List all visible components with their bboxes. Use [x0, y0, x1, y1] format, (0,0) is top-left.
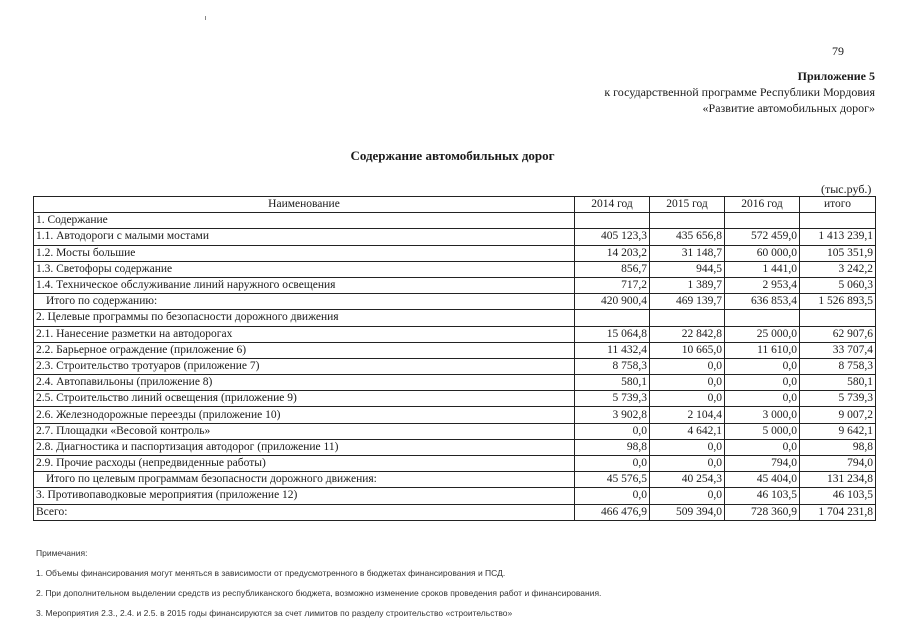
cell-2014 [575, 310, 650, 326]
row-name: 2. Целевые программы по безопасности дорожного движения [34, 310, 575, 326]
row-name: Итого по целевым программам безопасности дорожного движения: [34, 472, 575, 488]
cell-total: 46 103,5 [800, 488, 876, 504]
cell-2015: 40 254,3 [650, 472, 725, 488]
cell-total [800, 310, 876, 326]
cell-2016: 46 103,5 [725, 488, 800, 504]
table-row [34, 277, 876, 293]
table-row [34, 245, 876, 261]
cell-2016: 0,0 [725, 391, 800, 407]
table-header-row [34, 197, 876, 213]
table-body [34, 213, 876, 521]
cell-2014: 45 576,5 [575, 472, 650, 488]
header-name: Наименование [34, 197, 575, 213]
cell-2015: 0,0 [650, 456, 725, 472]
row-name: 1.3. Светофоры содержание [34, 261, 575, 277]
cell-2014: 466 476,9 [575, 504, 650, 520]
cell-2015: 944,5 [650, 261, 725, 277]
cell-2016 [725, 310, 800, 326]
row-name: 3. Противопаводковые мероприятия (приложение 12) [34, 488, 575, 504]
appendix-title: Приложение 5 [797, 69, 875, 83]
note-2: 2. При дополнительном выделении средств из республиканского бюджета, возможно изменение сроков проведения работ и финансирования. [36, 588, 602, 598]
cell-2014: 420 900,4 [575, 294, 650, 310]
row-name: 2.5. Строительство линий освещения (приложение 9) [34, 391, 575, 407]
cell-2015: 2 104,4 [650, 407, 725, 423]
header-2015: 2015 год [650, 197, 725, 213]
table-row [34, 456, 876, 472]
row-name: 1. Содержание [34, 213, 575, 229]
cell-2015: 0,0 [650, 375, 725, 391]
cell-total [800, 213, 876, 229]
cell-2014: 580,1 [575, 375, 650, 391]
row-name: 2.9. Прочие расходы (непредвиденные работы) [34, 456, 575, 472]
budget-table [33, 196, 876, 521]
cell-2016: 5 000,0 [725, 423, 800, 439]
scan-mark [205, 16, 206, 20]
cell-2015 [650, 213, 725, 229]
cell-total: 1 413 239,1 [800, 229, 876, 245]
cell-2016: 728 360,9 [725, 504, 800, 520]
cell-2016: 2 953,4 [725, 277, 800, 293]
cell-2014: 98,8 [575, 439, 650, 455]
cell-2015: 22 842,8 [650, 326, 725, 342]
cell-2015: 435 656,8 [650, 229, 725, 245]
cell-total: 33 707,4 [800, 342, 876, 358]
cell-total: 3 242,2 [800, 261, 876, 277]
row-name: 1.1. Автодороги с малыми мостами [34, 229, 575, 245]
note-1: 1. Объемы финансирования могут меняться в зависимости от предусмотренного в бюджетах финансирования и ПСД. [36, 568, 506, 578]
cell-2016: 60 000,0 [725, 245, 800, 261]
table-row [34, 407, 876, 423]
cell-total: 1 526 893,5 [800, 294, 876, 310]
table-row [34, 261, 876, 277]
cell-total: 9 007,2 [800, 407, 876, 423]
row-name: 1.4. Техническое обслуживание линий наружного освещения [34, 277, 575, 293]
table-row [34, 229, 876, 245]
cell-total: 580,1 [800, 375, 876, 391]
cell-2016: 1 441,0 [725, 261, 800, 277]
appendix-line-1: к государственной программе Республики Мордовия [604, 85, 875, 99]
cell-2016: 45 404,0 [725, 472, 800, 488]
cell-2015: 0,0 [650, 391, 725, 407]
page-number: 79 [832, 44, 844, 58]
appendix-header [604, 68, 875, 116]
row-name: 2.6. Железнодорожные переезды (приложение 10) [34, 407, 575, 423]
cell-2015: 469 139,7 [650, 294, 725, 310]
units-note: (тыс.руб.) [821, 182, 872, 196]
row-name: 1.2. Мосты большие [34, 245, 575, 261]
table-row [34, 375, 876, 391]
cell-2014: 5 739,3 [575, 391, 650, 407]
header-total: итого [800, 197, 876, 213]
table-row [34, 423, 876, 439]
cell-total: 131 234,8 [800, 472, 876, 488]
cell-2016: 636 853,4 [725, 294, 800, 310]
table-row [34, 472, 876, 488]
cell-2015: 4 642,1 [650, 423, 725, 439]
table-row [34, 342, 876, 358]
appendix-line-2: «Развитие автомобильных дорог» [702, 101, 875, 115]
cell-2016 [725, 213, 800, 229]
table-row [34, 391, 876, 407]
table-row [34, 310, 876, 326]
cell-2014: 11 432,4 [575, 342, 650, 358]
row-name: 2.7. Площадки «Весовой контроль» [34, 423, 575, 439]
cell-2014: 856,7 [575, 261, 650, 277]
document-title: Содержание автомобильных дорог [350, 148, 555, 163]
table-row [34, 504, 876, 520]
cell-2014: 717,2 [575, 277, 650, 293]
row-name: 2.2. Барьерное ограждение (приложение 6) [34, 342, 575, 358]
notes [36, 546, 601, 626]
cell-2014: 14 203,2 [575, 245, 650, 261]
table-row [34, 294, 876, 310]
cell-2015: 509 394,0 [650, 504, 725, 520]
cell-2014: 0,0 [575, 456, 650, 472]
cell-2016: 794,0 [725, 456, 800, 472]
cell-2014: 0,0 [575, 488, 650, 504]
row-name: 2.8. Диагностика и паспортизация автодорог (приложение 11) [34, 439, 575, 455]
cell-2014: 405 123,3 [575, 229, 650, 245]
cell-2014 [575, 213, 650, 229]
cell-2015: 1 389,7 [650, 277, 725, 293]
cell-2016: 25 000,0 [725, 326, 800, 342]
row-name: 2.1. Нанесение разметки на автодорогах [34, 326, 575, 342]
cell-total: 5 739,3 [800, 391, 876, 407]
cell-2014: 8 758,3 [575, 358, 650, 374]
cell-total: 5 060,3 [800, 277, 876, 293]
row-name: 2.3. Строительство тротуаров (приложение 7) [34, 358, 575, 374]
header-2016: 2016 год [725, 197, 800, 213]
row-name: 2.4. Автопавильоны (приложение 8) [34, 375, 575, 391]
cell-2015: 0,0 [650, 358, 725, 374]
cell-2016: 11 610,0 [725, 342, 800, 358]
cell-2016: 0,0 [725, 439, 800, 455]
cell-2016: 0,0 [725, 375, 800, 391]
cell-total: 62 907,6 [800, 326, 876, 342]
cell-2015: 31 148,7 [650, 245, 725, 261]
cell-2015: 0,0 [650, 488, 725, 504]
cell-2014: 15 064,8 [575, 326, 650, 342]
cell-total: 1 704 231,8 [800, 504, 876, 520]
cell-total: 98,8 [800, 439, 876, 455]
notes-heading: Примечания: [36, 548, 88, 558]
cell-total: 8 758,3 [800, 358, 876, 374]
table-row [34, 326, 876, 342]
row-name: Всего: [34, 504, 575, 520]
cell-2014: 3 902,8 [575, 407, 650, 423]
row-name: Итого по содержанию: [34, 294, 575, 310]
cell-2015: 10 665,0 [650, 342, 725, 358]
cell-2015 [650, 310, 725, 326]
note-3: 3. Мероприятия 2.3., 2.4. и 2.5. в 2015 годы финансируются за счет лимитов по разделу строительство «строительство» [36, 608, 513, 618]
table-row [34, 488, 876, 504]
cell-total: 9 642,1 [800, 423, 876, 439]
header-2014: 2014 год [575, 197, 650, 213]
cell-total: 105 351,9 [800, 245, 876, 261]
table-row [34, 358, 876, 374]
cell-total: 794,0 [800, 456, 876, 472]
table-row [34, 439, 876, 455]
cell-2016: 0,0 [725, 358, 800, 374]
cell-2016: 3 000,0 [725, 407, 800, 423]
cell-2014: 0,0 [575, 423, 650, 439]
cell-2015: 0,0 [650, 439, 725, 455]
cell-2016: 572 459,0 [725, 229, 800, 245]
table-row [34, 213, 876, 229]
